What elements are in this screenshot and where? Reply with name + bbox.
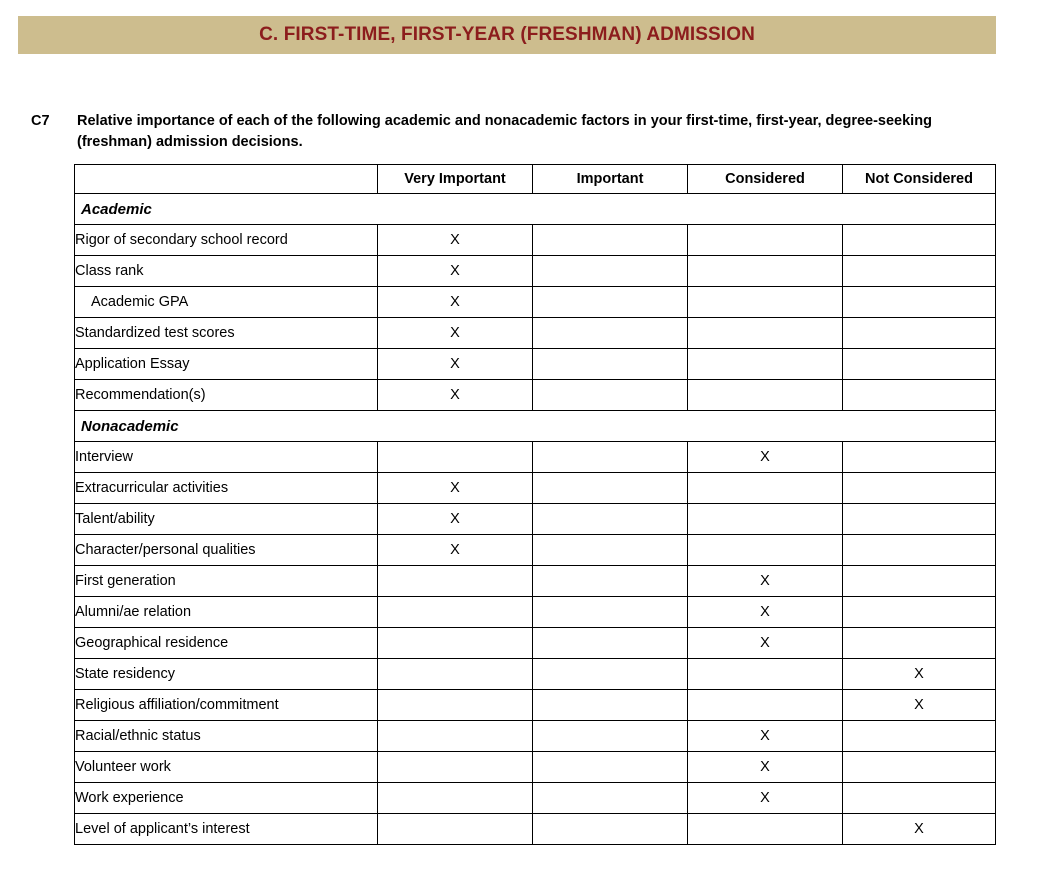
rating-cell-important[interactable] <box>533 473 688 504</box>
rating-cell-important[interactable] <box>533 349 688 380</box>
rating-cell-important[interactable] <box>533 225 688 256</box>
rating-cell-not-considered[interactable] <box>843 535 996 566</box>
rating-cell-very-important[interactable]: X <box>378 287 533 318</box>
rating-cell-important[interactable] <box>533 814 688 845</box>
rating-cell-very-important[interactable] <box>378 566 533 597</box>
rating-cell-considered[interactable]: X <box>688 721 843 752</box>
rating-cell-not-considered[interactable]: X <box>843 690 996 721</box>
rating-cell-very-important[interactable]: X <box>378 504 533 535</box>
rating-cell-very-important[interactable] <box>378 597 533 628</box>
rating-cell-very-important[interactable]: X <box>378 473 533 504</box>
rating-cell-not-considered[interactable] <box>843 783 996 814</box>
factor-label: Work experience <box>75 783 378 814</box>
table-row <box>75 814 996 845</box>
rating-cell-important[interactable] <box>533 504 688 535</box>
rating-cell-important[interactable] <box>533 380 688 411</box>
table-row <box>75 380 996 411</box>
rating-cell-considered[interactable] <box>688 318 843 349</box>
table-body <box>75 194 996 845</box>
rating-cell-important[interactable] <box>533 690 688 721</box>
rating-cell-very-important[interactable] <box>378 442 533 473</box>
factor-label: First generation <box>75 566 378 597</box>
rating-cell-not-considered[interactable] <box>843 380 996 411</box>
rating-cell-important[interactable] <box>533 287 688 318</box>
table-row <box>75 659 996 690</box>
factor-label: Racial/ethnic status <box>75 721 378 752</box>
rating-cell-considered[interactable]: X <box>688 597 843 628</box>
table-head <box>75 165 996 194</box>
rating-cell-considered[interactable] <box>688 504 843 535</box>
section-banner <box>18 16 996 54</box>
rating-cell-considered[interactable] <box>688 535 843 566</box>
factor-label: Application Essay <box>75 349 378 380</box>
rating-cell-very-important[interactable] <box>378 628 533 659</box>
rating-cell-important[interactable] <box>533 721 688 752</box>
table-row <box>75 287 996 318</box>
table-row <box>75 256 996 287</box>
rating-cell-considered[interactable] <box>688 380 843 411</box>
rating-cell-very-important[interactable] <box>378 659 533 690</box>
factor-label: Character/personal qualities <box>75 535 378 566</box>
rating-cell-considered[interactable]: X <box>688 783 843 814</box>
table-row <box>75 783 996 814</box>
table-row <box>75 349 996 380</box>
rating-cell-important[interactable] <box>533 442 688 473</box>
factor-label: Rigor of secondary school record <box>75 225 378 256</box>
rating-cell-not-considered[interactable] <box>843 442 996 473</box>
rating-cell-important[interactable] <box>533 256 688 287</box>
rating-cell-very-important[interactable]: X <box>378 535 533 566</box>
table-row <box>75 504 996 535</box>
table-row <box>75 721 996 752</box>
factor-label: Interview <box>75 442 378 473</box>
column-header-very-important: Very Important <box>378 165 533 194</box>
factor-label: Geographical residence <box>75 628 378 659</box>
table-row <box>75 597 996 628</box>
rating-cell-considered[interactable] <box>688 473 843 504</box>
rating-cell-not-considered[interactable] <box>843 721 996 752</box>
table-row <box>75 318 996 349</box>
factor-label: Talent/ability <box>75 504 378 535</box>
rating-cell-important[interactable] <box>533 566 688 597</box>
column-header-not-considered: Not Considered <box>843 165 996 194</box>
table-group-row <box>75 194 996 225</box>
rating-cell-not-considered[interactable] <box>843 256 996 287</box>
rating-cell-not-considered[interactable]: X <box>843 814 996 845</box>
factors-table <box>74 164 996 845</box>
table-row <box>75 535 996 566</box>
rating-cell-not-considered[interactable] <box>843 566 996 597</box>
rating-cell-very-important[interactable]: X <box>378 380 533 411</box>
factor-label: Class rank <box>75 256 378 287</box>
factor-label: State residency <box>75 659 378 690</box>
rating-cell-very-important[interactable]: X <box>378 349 533 380</box>
factor-label: Academic GPA <box>75 287 378 318</box>
rating-cell-important[interactable] <box>533 318 688 349</box>
rating-cell-not-considered[interactable] <box>843 628 996 659</box>
rating-cell-considered[interactable] <box>688 256 843 287</box>
rating-cell-very-important[interactable]: X <box>378 256 533 287</box>
rating-cell-considered[interactable]: X <box>688 442 843 473</box>
factor-label: Standardized test scores <box>75 318 378 349</box>
table-row <box>75 752 996 783</box>
rating-cell-not-considered[interactable] <box>843 597 996 628</box>
rating-cell-very-important[interactable] <box>378 783 533 814</box>
rating-cell-considered[interactable] <box>688 349 843 380</box>
table-row <box>75 628 996 659</box>
rating-cell-not-considered[interactable] <box>843 225 996 256</box>
rating-cell-very-important[interactable] <box>378 752 533 783</box>
table-group-label: Nonacademic <box>75 411 996 442</box>
factor-label: Alumni/ae relation <box>75 597 378 628</box>
factor-label: Recommendation(s) <box>75 380 378 411</box>
rating-cell-important[interactable] <box>533 597 688 628</box>
rating-cell-not-considered[interactable] <box>843 349 996 380</box>
rating-cell-considered[interactable] <box>688 225 843 256</box>
question-number: C7 <box>31 113 50 129</box>
table-group-label: Academic <box>75 194 996 225</box>
column-header-important: Important <box>533 165 688 194</box>
factors-table-wrap <box>74 164 995 845</box>
rating-cell-not-considered[interactable] <box>843 752 996 783</box>
rating-cell-not-considered[interactable]: X <box>843 659 996 690</box>
rating-cell-important[interactable] <box>533 783 688 814</box>
rating-cell-considered[interactable]: X <box>688 566 843 597</box>
section-title: C. FIRST-TIME, FIRST-YEAR (FRESHMAN) ADMISSION <box>259 24 755 45</box>
rating-cell-very-important[interactable]: X <box>378 318 533 349</box>
rating-cell-not-considered[interactable] <box>843 473 996 504</box>
table-row <box>75 690 996 721</box>
rating-cell-considered[interactable] <box>688 659 843 690</box>
column-header-considered: Considered <box>688 165 843 194</box>
factor-label: Volunteer work <box>75 752 378 783</box>
table-row <box>75 473 996 504</box>
rating-cell-very-important[interactable] <box>378 721 533 752</box>
rating-cell-very-important[interactable] <box>378 690 533 721</box>
question-block <box>31 111 996 152</box>
table-group-row <box>75 411 996 442</box>
table-header-row <box>75 165 996 194</box>
rating-cell-not-considered[interactable] <box>843 318 996 349</box>
rating-cell-very-important[interactable]: X <box>378 225 533 256</box>
rating-cell-not-considered[interactable] <box>843 504 996 535</box>
rating-cell-considered[interactable] <box>688 287 843 318</box>
rating-cell-considered[interactable]: X <box>688 752 843 783</box>
rating-cell-very-important[interactable] <box>378 814 533 845</box>
rating-cell-important[interactable] <box>533 659 688 690</box>
rating-cell-important[interactable] <box>533 628 688 659</box>
rating-cell-important[interactable] <box>533 752 688 783</box>
table-row <box>75 566 996 597</box>
factor-label: Extracurricular activities <box>75 473 378 504</box>
factor-label: Level of applicant’s interest <box>75 814 378 845</box>
factor-label: Religious affiliation/commitment <box>75 690 378 721</box>
rating-cell-important[interactable] <box>533 535 688 566</box>
rating-cell-considered[interactable]: X <box>688 628 843 659</box>
rating-cell-not-considered[interactable] <box>843 287 996 318</box>
rating-cell-considered[interactable] <box>688 814 843 845</box>
rating-cell-considered[interactable] <box>688 690 843 721</box>
column-header-factor <box>75 165 378 194</box>
table-row <box>75 442 996 473</box>
table-row <box>75 225 996 256</box>
question-text: Relative importance of each of the following academic and nonacademic factors in your first-time, first-year, degree-seeking (freshman) admission decisions. <box>77 113 932 150</box>
